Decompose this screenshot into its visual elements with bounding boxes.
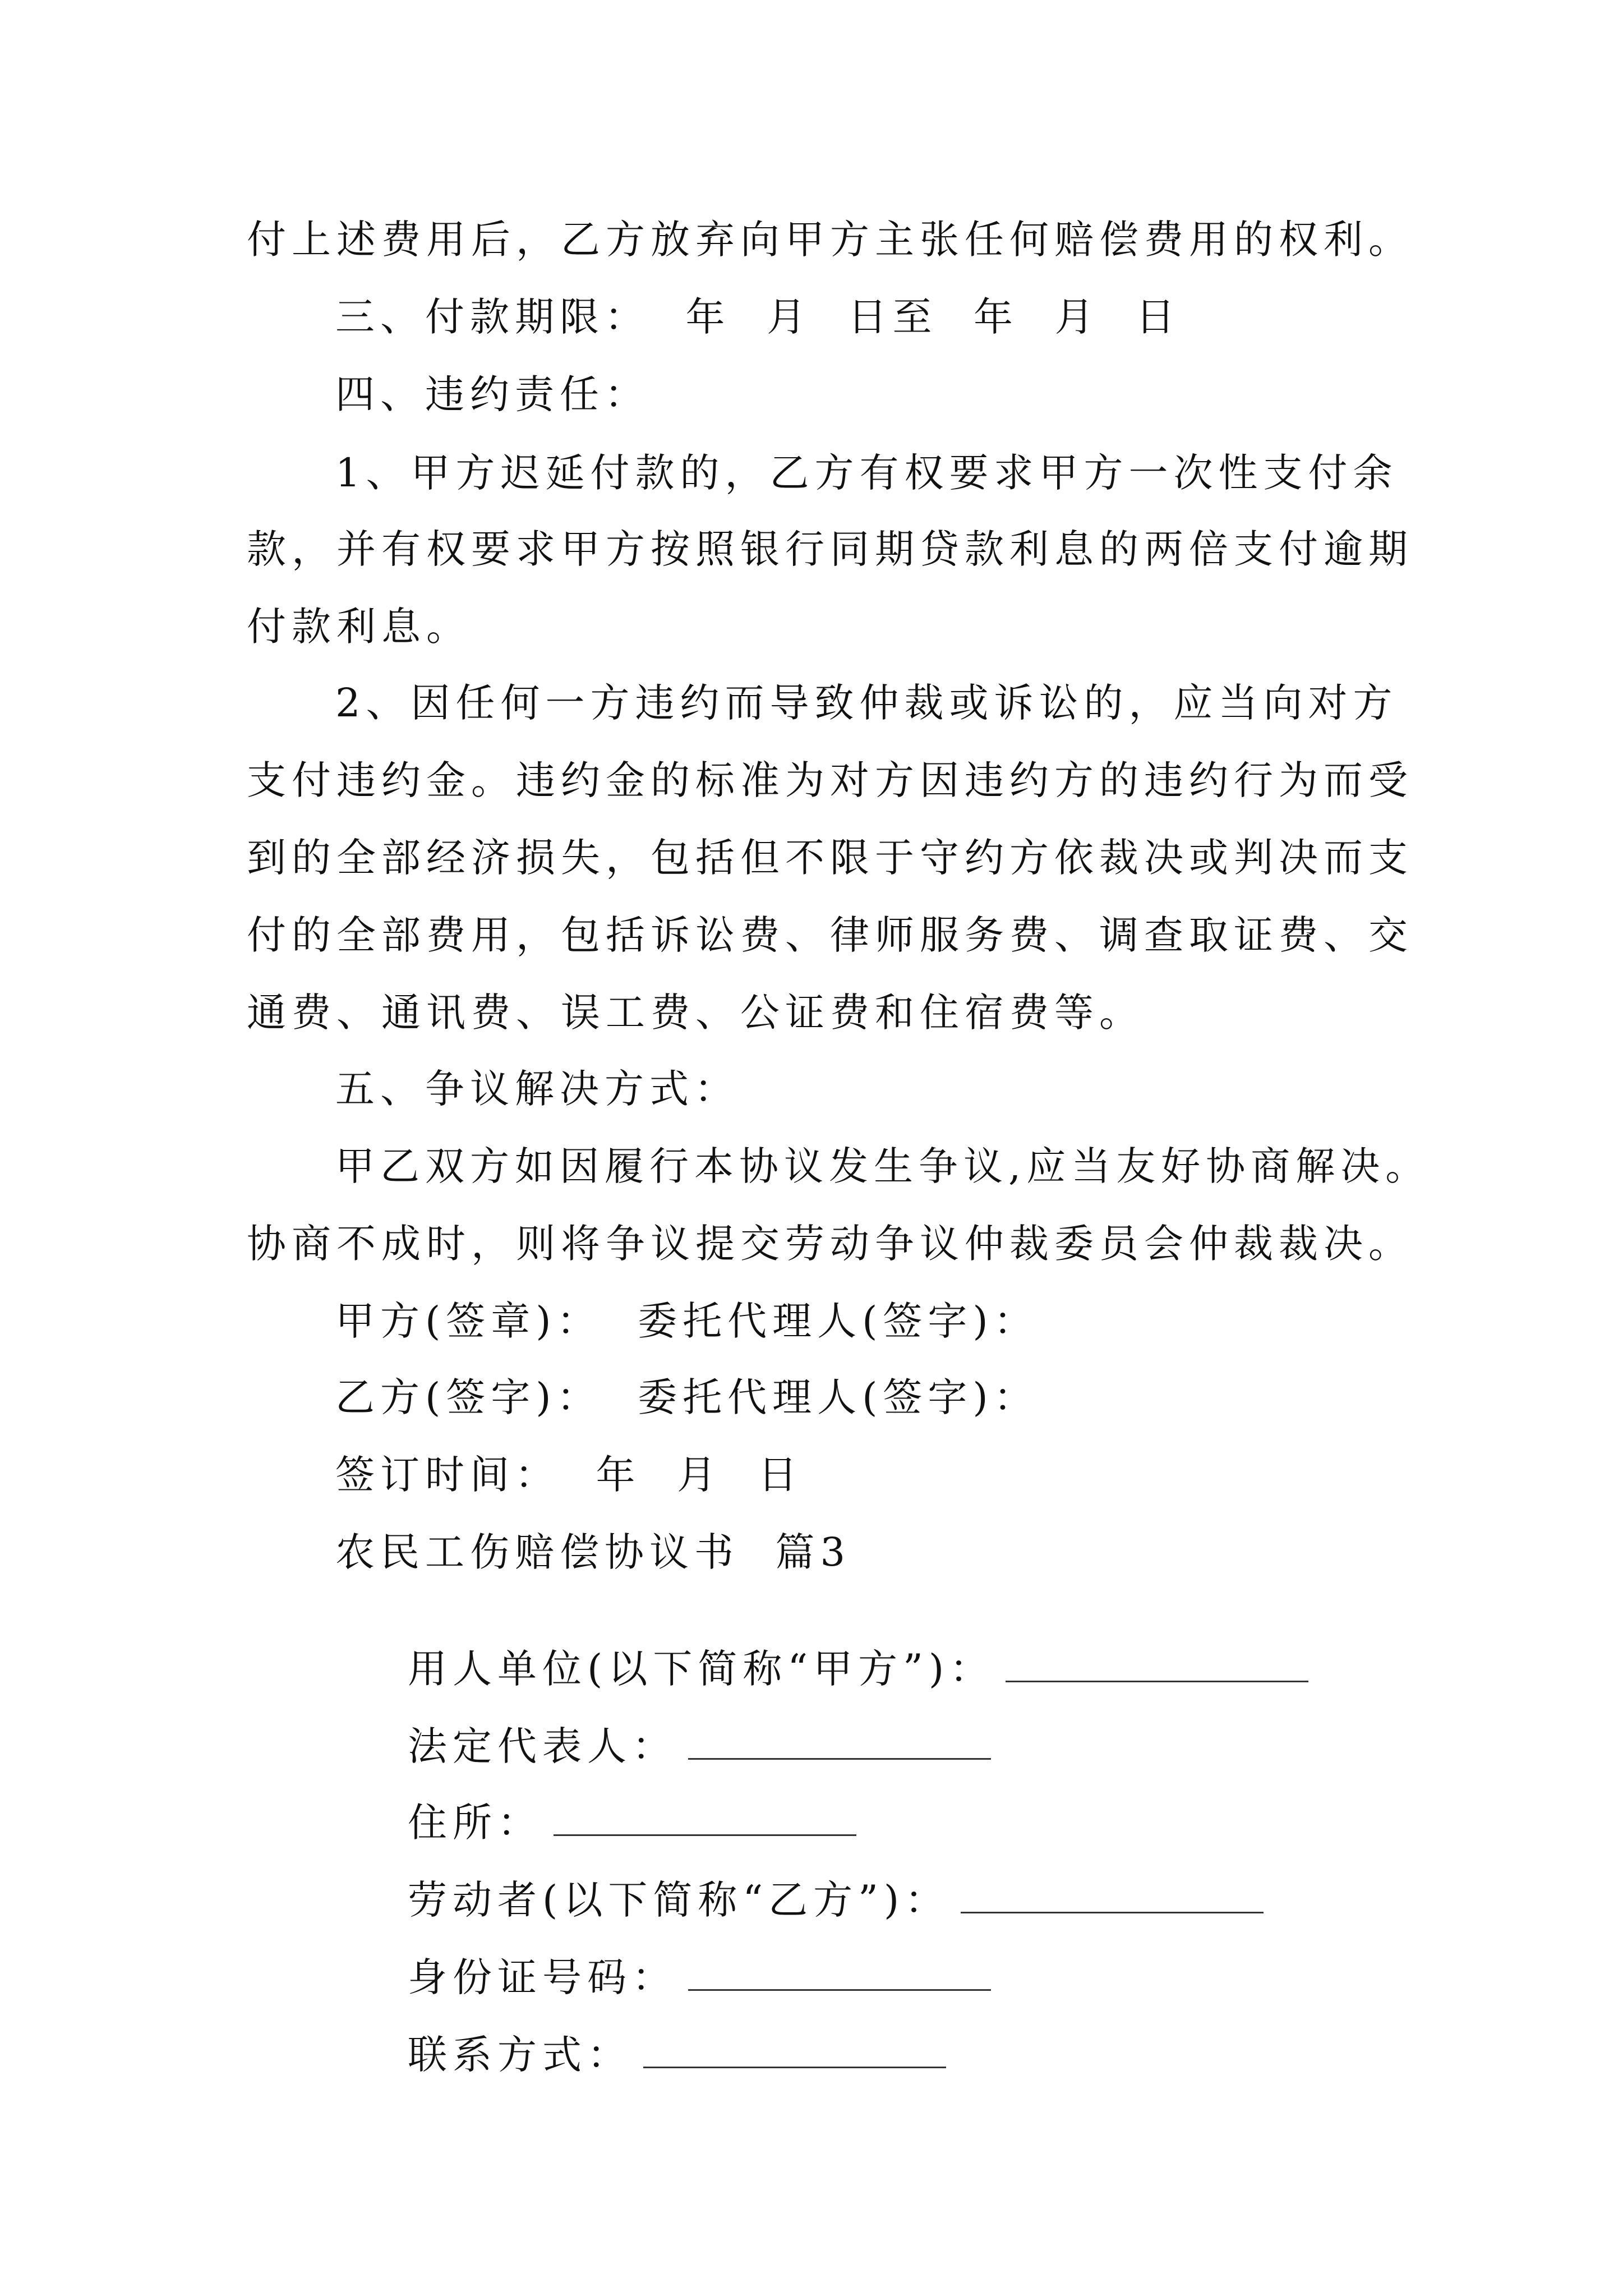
- section-heading: 四、违约责任：: [335, 371, 649, 417]
- text-line: 付的全部费用，包括诉讼费、律师服务费、调查取证费、交: [247, 912, 1413, 958]
- field-label: 用人单位(以下简称“甲方”)：: [408, 1646, 995, 1692]
- signature-line: 甲方(签章)： 委托代理人(签字)：: [335, 1298, 1039, 1344]
- text-line: 协商不成时，则将争议提交劳动争议仲裁委员会仲裁裁决。: [247, 1221, 1413, 1267]
- fill-in-blank: [1006, 1678, 1308, 1682]
- date-line: 签订时间： 年 月 日: [335, 1452, 803, 1498]
- field-contact: [335, 1996, 946, 2114]
- text-line: 甲乙双方如因履行本协议发生争议,应当友好协商解决。: [335, 1143, 1431, 1189]
- text-line: 款，并有权要求甲方按照银行同期贷款利息的两倍支付逾期: [247, 526, 1413, 572]
- field-label: 法定代表人：: [408, 1723, 677, 1769]
- text-line: 到的全部经济损失，包括但不限于守约方依裁决或判决而支: [247, 835, 1413, 881]
- section-heading: 五、争议解决方式：: [335, 1066, 739, 1112]
- text-line: 2、因任何一方违约而导致仲裁或诉讼的，应当向对方: [335, 680, 1398, 726]
- text-line: 1、甲方迟延付款的，乙方有权要求甲方一次性支付余: [335, 450, 1398, 496]
- field-label: 联系方式：: [408, 2032, 633, 2078]
- fill-in-blank: [643, 2064, 946, 2068]
- field-label: 住所：: [408, 1800, 543, 1846]
- signature-line: 乙方(签字)： 委托代理人(签字)：: [335, 1374, 1039, 1420]
- text-line: 通费、通讯费、误工费、公证费和住宿费等。: [247, 990, 1144, 1036]
- text-line: 付款利息。: [247, 604, 471, 650]
- fill-in-blank: [688, 1756, 991, 1760]
- fill-in-blank: [688, 1987, 991, 1991]
- field-label: 劳动者(以下简称“乙方”)：: [408, 1877, 950, 1923]
- document-title: 农民工伤赔偿协议书 篇3: [335, 1529, 851, 1575]
- text-line: 付上述费用后，乙方放弃向甲方主张任何赔偿费用的权利。: [247, 217, 1413, 263]
- field-label: 身份证号码：: [408, 1954, 677, 2000]
- text-line: 三、付款期限： 年 月 日至 年 月 日: [335, 294, 1181, 340]
- fill-in-blank: [961, 1910, 1264, 1913]
- fill-in-blank: [554, 1832, 856, 1836]
- text-line: 支付违约金。违约金的标准为对方因违约方的违约行为而受: [247, 757, 1413, 803]
